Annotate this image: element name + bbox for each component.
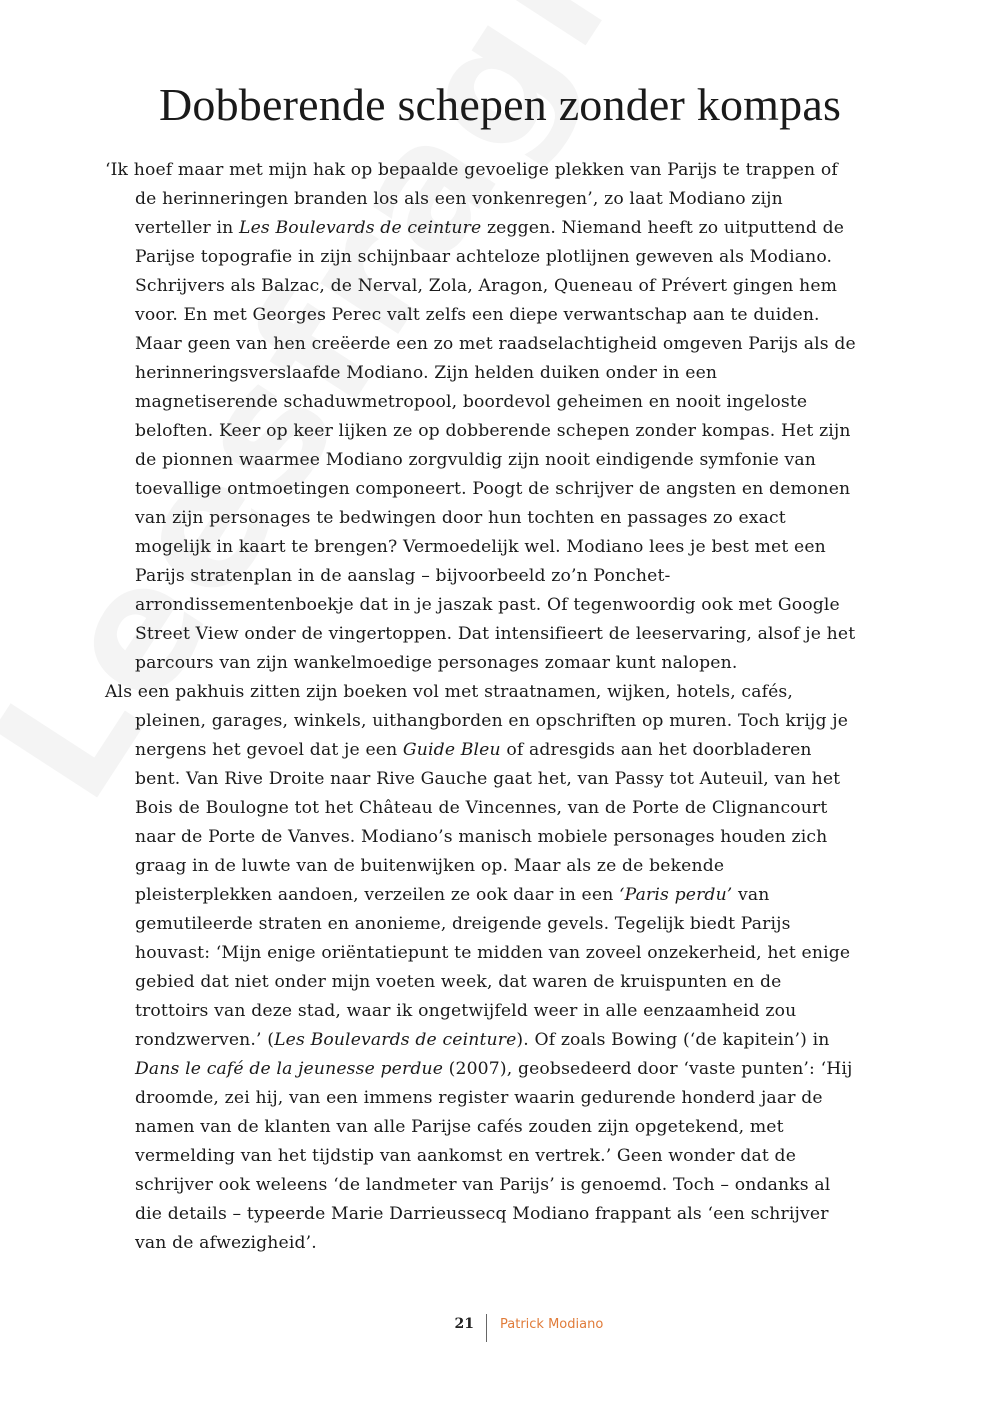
paragraph-1	[105, 156, 860, 678]
text-run: zeggen. Niemand heeft zo uitputtend de Parijse topografie in zijn schijnbaar achteloze plotlijnen geweven als Modiano. Schrijvers als Balzac, de Nerval, Zola, Aragon, Queneau of Prévert gingen hem voor. En met Georges Perec valt zelfs een diepe verwantschap aan te duiden. Maar geen van hen creëerde een zo met raadselachtigheid omgeven Parijs als de herinneringsverslaafde Modiano. Zijn helden duiken onder in een magnetiserende schaduwmetropool, boordevol geheimen en nooit ingeloste beloften. Keer op keer lijken ze op dobberende schepen zonder kompas. Het zijn de pionnen waarmee Modiano zorgvuldig zijn nooit eindigende symfonie van toevallige ontmoetingen componeert. Poogt de schrijver de angsten en demonen van zijn personages te bedwingen door hun tochten en passages zo exact mogelijk in kaart te brengen? Vermoedelijk wel. Modiano lees je best met een Parijs stratenplan in de aanslag – bijvoorbeeld zo’n Ponchet-arrondissementenboekje dat in je jaszak past. Of tegenwoordig ook met Google Street View onder de vingertoppen. Dat intensifieert de leeservaring, alsof je het parcours van zijn wankelmoedige personages zomaar kunt nalopen.	[135, 218, 856, 673]
body-text	[105, 156, 860, 1258]
text-run: Als een pakhuis zitten zijn boeken vol met straatnamen, wijken, hotels, cafés, pleinen, garages, winkels, uithangborden en opschriften op muren. Toch krijg je nergens het gevoel dat je een	[105, 682, 849, 760]
page-title: Dobberende schepen zonder kompas	[158, 79, 842, 130]
text-run: (2007), geobsedeerd door ‘vaste punten’: ‘Hij droomde, zei hij, van een immens register waarin gedurende honderd jaar de namen van de klanten van alle Parijse cafés zouden zijn opgetekend, met vermelding van het tijdstip van aankomst en vertrek.’ Geen wonder dat de schrijver ook weleens ‘de landmeter van Parijs’ is genoemd. Toch – ondanks al die details – typeerde Marie Darrieussecq Modiano frappant als ‘een schrijver van de afwezigheid’.	[135, 1059, 853, 1253]
text-run: ‘Ik hoef maar met mijn hak op bepaalde gevoelige plekken van Parijs te trappen of de herinneringen branden los als een vonkenregen’, zo laat Modiano zijn verteller in	[105, 160, 838, 238]
italic-title-run: Les Boulevards de ceinture	[239, 218, 482, 238]
paragraph-2	[105, 678, 860, 1258]
italic-title-run: Les Boulevards de ceinture	[274, 1030, 517, 1050]
italic-title-run: Guide Bleu	[402, 740, 501, 760]
text-run: of adresgids aan het doorbladeren bent. Van Rive Droite naar Rive Gauche gaat het, van Passy tot Auteuil, van het Bois de Boulogne tot het Château de Vincennes, van de Porte de Clignancourt naar de Porte de Vanves. Modiano’s manisch mobiele personages houden zich graag in de luwte van de buitenwijken op. Maar als ze de bekende pleisterplekken aandoen, verzeilen ze ook daar in een	[135, 740, 841, 905]
italic-title-run: ‘Paris perdu’	[619, 885, 733, 905]
footer-author: Patrick Modiano	[500, 1317, 604, 1332]
text-run: van gemutileerde straten en anonieme, dreigende gevels. Tegelijk biedt Parijs houvast: ‘Mijn enige oriëntatiepunt te midden van zoveel onzekerheid, het enige gebied dat niet onder mijn voeten week, dat waren de kruispunten en de trottoirs van deze stad, waar ik ongetwijfeld weer in alle eenzaamheid zou rondzwerven.’ (	[135, 885, 851, 1050]
page-number: 21	[454, 1316, 474, 1332]
page-footer	[0, 1314, 1000, 1342]
footer-divider	[486, 1314, 487, 1342]
text-run: ). Of zoals Bowing (‘de kapitein’) in	[516, 1030, 830, 1050]
italic-title-run: Dans le café de la jeunesse perdue	[135, 1059, 444, 1079]
